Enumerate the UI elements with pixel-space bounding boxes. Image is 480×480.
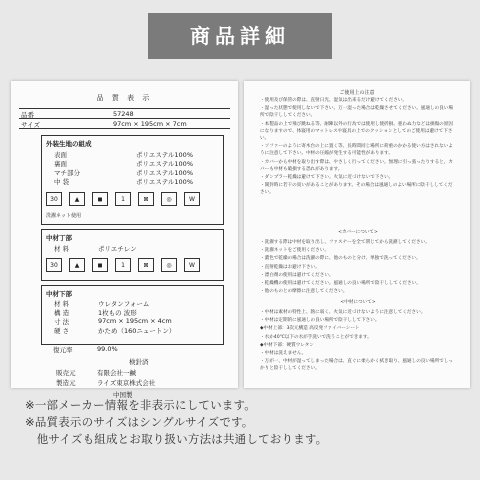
cover-section-title: <カバーについて> — [338, 230, 378, 235]
material-row — [54, 308, 137, 317]
wash-net-note: 洗濯ネット使用 — [46, 213, 82, 219]
material-value: ウレタンフォーム — [98, 300, 150, 308]
care-paragraph: ・洗濯ネットをご使用ください。 — [260, 248, 329, 254]
material-key: 材 料 — [54, 245, 70, 253]
inner-upper-box — [41, 229, 224, 281]
row-value: 97cm × 195cm × 7cm — [113, 120, 187, 128]
no-tumble-icon: ◎ — [161, 258, 177, 272]
seller-name: 有限会社一鹹 — [97, 369, 136, 377]
inspection-mark: 検針済 — [129, 358, 149, 366]
material-value: ポリエステル100% — [136, 151, 193, 159]
caption-line-1: ※一部メーカー情報を非表示にしています。 — [25, 398, 256, 412]
material-row — [54, 326, 176, 335]
material-value: 1枚もの 波形 — [98, 309, 137, 317]
material-key: 裏面 — [54, 160, 67, 168]
material-key: 表面 — [54, 151, 67, 159]
line-dry-icon: 1 — [115, 258, 131, 272]
care-paragraph: ・使用及び保管の際は、直射日光、湿気は出来るだけ避けてください。 — [260, 98, 408, 103]
material-value: ポリエステル100% — [136, 178, 193, 186]
care-paragraph: ・漂白剤の使用は避けてください。 — [260, 272, 334, 278]
bleach-icon: ▲ — [69, 258, 85, 272]
material-value: かため（160ニュートン） — [98, 327, 176, 335]
material-value: ポリエステル100% — [136, 160, 193, 168]
core-section-title: <中材について> — [340, 300, 376, 305]
divider — [19, 118, 230, 119]
no-iron-icon: ⊠ — [138, 192, 154, 206]
material-value: ポリエステル100% — [136, 169, 193, 177]
material-value: 99.0% — [97, 345, 118, 353]
divider — [19, 108, 230, 109]
care-paragraph: ・カバーから中材を取り出す際は、やさしく行ってください。無理に引っ張ったりすると、カバーも中材も破損する恐れがあります。 — [260, 159, 453, 172]
line-dry-icon: 1 — [115, 192, 131, 206]
material-key: 構 造 — [54, 309, 70, 317]
recovery-row — [53, 345, 118, 354]
care-paragraph: ◆中材上部：3次元構造 高反発ファイバーシート — [260, 326, 360, 332]
care-paragraph: ・本製品の上で飛び跳ねる等、耐陳以外の行為では使用し使折損、亜わぬ力などは損傷の原因になりますので、体寝用のマットレスや寝具の上でのクッションとしてのご使用は避けて下さい。 — [260, 121, 453, 142]
quality-label — [11, 81, 238, 388]
care-paragraph: ・湿った状態で使用しないで下さい。万一湿った場合は乾燥させてください。風通しの良い場所で陰干ししてください。 — [260, 106, 453, 119]
dry-icon: ◼ — [92, 258, 108, 272]
divider — [19, 128, 230, 129]
material-key: 材 料 — [54, 300, 70, 308]
material-row — [54, 177, 193, 186]
row-value: 57248 — [113, 110, 134, 118]
care-paragraph: ・ダンプラー乾燥は避けて下さい。火気に近づけないで下さい。 — [260, 175, 394, 181]
core-paragraphs — [260, 309, 456, 374]
caption-line-2: ※品質表示のサイズはシングルサイズです。 — [25, 415, 254, 429]
row-key: 品番 — [21, 111, 34, 119]
care-paragraph: ・中材は定期的に風通しの良い場所で陰干しして下さい。 — [260, 318, 380, 324]
care-paragraph: ・濃色で乾燥の場合は洗濯の際に、他のものと分け、単独で洗ってください。 — [260, 256, 421, 262]
seller-label: 販売元 — [56, 369, 76, 377]
material-value: ポリエチレン — [98, 245, 137, 253]
care-instructions-label — [244, 81, 470, 388]
material-row — [54, 150, 193, 159]
dry-icon: ◼ — [92, 192, 108, 206]
material-row — [54, 244, 137, 253]
care-paragraph: ◆中材下部：硬質ウレタン — [260, 342, 314, 348]
section-title: 外装生地の組成 — [46, 140, 92, 148]
no-tumble-icon: ◎ — [161, 192, 177, 206]
wash-30-icon: 30 — [46, 258, 62, 272]
material-key: マチ部分 — [54, 169, 80, 177]
care-paragraph: ・中材は洗えません。 — [260, 351, 307, 357]
care-paragraph: ・中材は素材の特性上、熱に弱く、火気に近づけないように注意してください。 — [260, 310, 426, 315]
wet-clean-icon: W — [184, 192, 200, 206]
section-title: 中材下部 — [46, 290, 72, 298]
care-paragraph: ・他のものとの摩擦に注意してください。 — [260, 289, 348, 295]
care-paragraph: ・水か40℃以下の水が手洗いで洗うことができます。 — [260, 334, 372, 340]
care-paragraph: ・洗濯する際は中材を取り出し、ファスナーを全て閉じてから洗濯してください。 — [260, 240, 430, 245]
no-iron-icon: ⊠ — [138, 258, 154, 272]
bleach-icon: ▲ — [69, 192, 85, 206]
care-title: ご使用上の注意 — [339, 90, 375, 96]
row-key: サイズ — [21, 121, 40, 129]
material-row — [54, 168, 193, 177]
care-paragraphs — [260, 97, 456, 198]
maker-name: ライズ東京株式会社 — [97, 379, 156, 387]
material-key: 硬 さ — [54, 327, 70, 335]
care-icons — [46, 258, 200, 272]
care-paragraph: ・開封時に若干の臭いがあることがあります。その場合は風通しのよい場所に陰干ししてください。 — [260, 183, 453, 196]
wet-clean-icon: W — [184, 258, 200, 272]
product-details-banner: 商品詳細 — [148, 13, 332, 59]
caption-line-3: 他サイズも組成とお取り扱い方法は共通しております。 — [25, 432, 328, 446]
material-key: 中 袋 — [54, 178, 70, 186]
section-title: 中材丁部 — [46, 234, 72, 242]
care-paragraph: ・万が一、中材が湿ってしまった場合は、直ぐに柔らかく拭き取り、風通しの良い場所でしっかりと陰干ししてください。 — [260, 359, 453, 372]
inner-lower-box — [41, 285, 224, 345]
material-row — [54, 299, 150, 308]
wash-30-icon: 30 — [46, 192, 62, 206]
origin-label: 中国製 — [113, 391, 133, 399]
care-paragraph: ・直射乾燥はお避け下さい。 — [260, 264, 320, 270]
outer-fabric-box — [41, 135, 224, 225]
material-row — [54, 317, 172, 326]
care-paragraph: ・ソファーのように寄木台の上に置く等、長時間同じ場所に荷重のかかる使い方はされないように注意して下さい。中材の圧縮が発生する可能性があります。 — [260, 144, 453, 157]
care-icons — [46, 192, 200, 206]
quality-label-title: 品 質 表 示 — [96, 94, 153, 102]
care-paragraph: ・乾燥機の使用は避けてください。風通しの良い場所で陰干ししてください。 — [260, 281, 421, 287]
material-key: 復元率 — [53, 346, 73, 354]
material-value: 97cm × 195cm × 4cm — [98, 317, 172, 325]
material-row — [54, 159, 193, 168]
cover-paragraphs — [260, 239, 456, 296]
material-key: 寸 法 — [54, 318, 70, 326]
maker-label: 製造元 — [56, 379, 76, 387]
